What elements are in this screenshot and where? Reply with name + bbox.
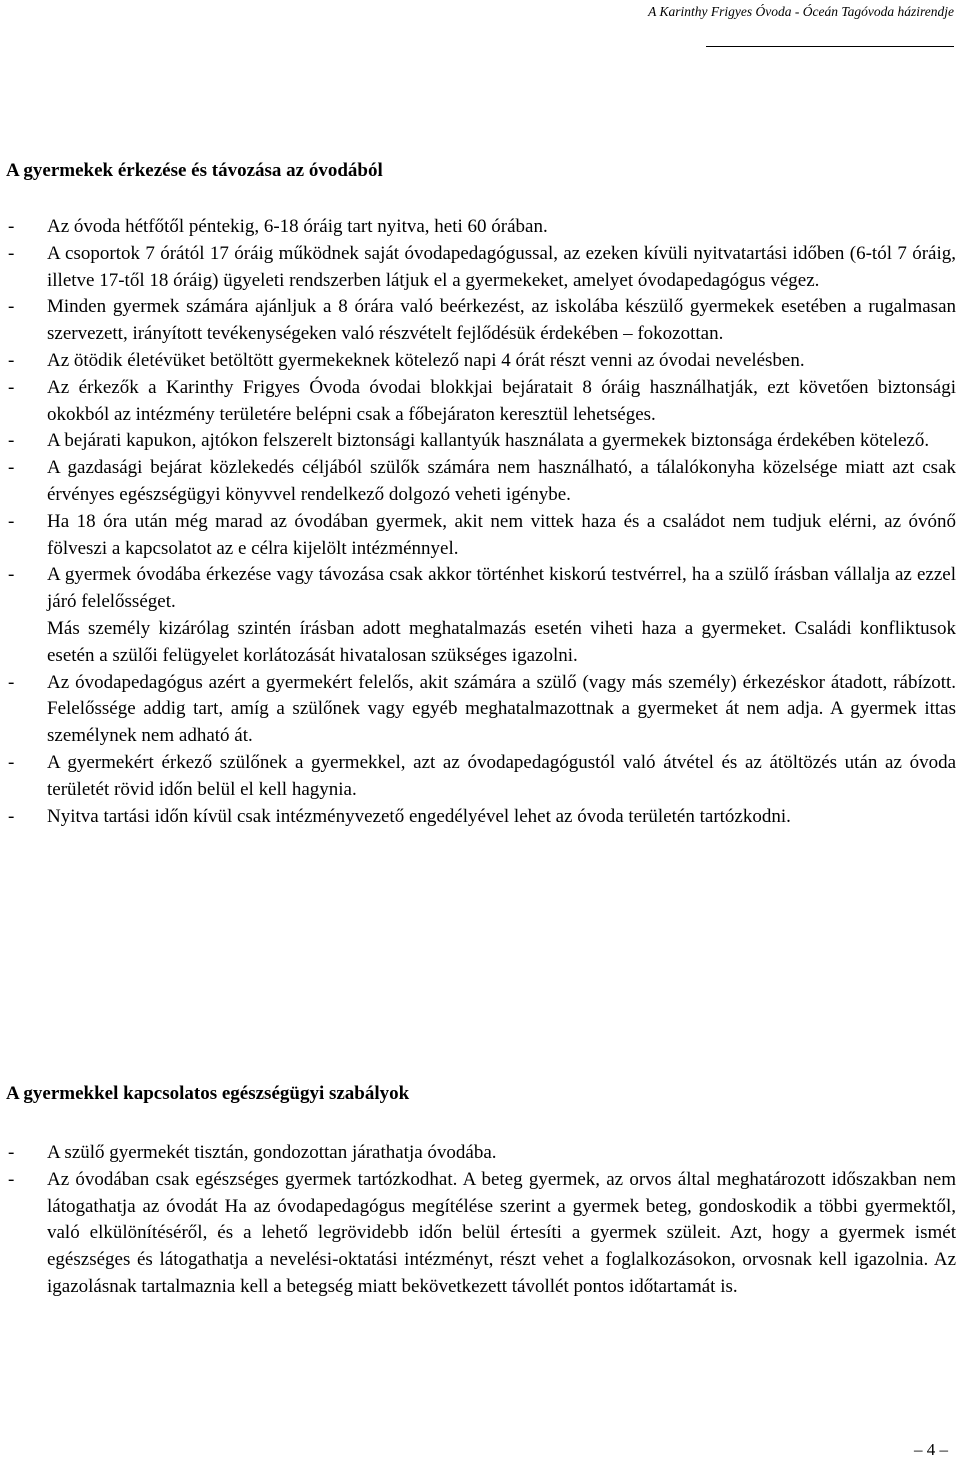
list-item	[6, 294, 956, 348]
list-dash: -	[8, 430, 15, 452]
header-rule	[706, 46, 954, 47]
list-item	[6, 214, 956, 241]
list-item	[6, 455, 956, 509]
list-item-text: Az óvodában csak egészséges gyermek tartózkodhat. A beteg gyermek, az orvos által meghatározott időszakban nem látogathatja az óvodát Ha az óvodapedagógus megítélése szerint a gyermek beteg, gondoskodik a többi gyermektől, való elkülönítéséről, és a lehető legrövidebb időn belül értesíti a gyermek szüleit. Azt, hogy a gyermek ismét egészséges és látogathatja a nevelési-oktatási intézményt, részt vehet a foglalkozásokon, orvosnak kell igazolnia. Az igazolásnak tartalmaznia kell a betegség miatt bekövetkezett távollét pontos időtartamát is.	[47, 1168, 956, 1297]
list-dash: -	[8, 1142, 15, 1163]
list-item-text: A bejárati kapukon, ajtókon felszerelt biztonsági kallantyúk használata a gyermekek biztonsága érdekében kötelező.	[47, 430, 930, 452]
arrival-rules-list	[6, 214, 956, 830]
list-dash: -	[8, 805, 15, 827]
list-dash: -	[8, 216, 15, 237]
list-item-text: Az óvodapedagógus azért a gyermekért felelős, akit számára a szülő (vagy más személy) érkezéskor átadott, rábízott. Felelőssége addig tart, amíg a szülőnek vagy egyéb meghatalmazottnak a gyermeket át nem adja. A gyermek ittas személynek nem adható át.	[47, 671, 956, 747]
list-item	[6, 509, 956, 563]
list-dash: -	[8, 349, 15, 371]
list-item	[6, 1167, 956, 1301]
list-item	[6, 1140, 956, 1167]
list-item-text: A szülő gyermekét tisztán, gondozottan járathatja óvodába.	[47, 1142, 497, 1163]
section-heading-health: A gyermekkel kapcsolatos egészségügyi szabályok	[6, 1083, 410, 1104]
health-rules-list	[6, 1140, 956, 1301]
list-item-text: Az érkezők a Karinthy Frigyes Óvoda óvodai blokkjai bejáratait 8 óráig használhatják, ezt követően biztonsági okokból az intézmény területére belépni csak a főbejáraton keresztül lehetséges.	[47, 376, 956, 425]
list-item	[6, 428, 956, 455]
list-item	[6, 750, 956, 804]
page-number: – 4 –	[914, 1440, 948, 1459]
list-item-continuation	[6, 616, 956, 670]
list-item	[6, 670, 956, 750]
list-dash: -	[8, 671, 15, 693]
list-item	[6, 375, 956, 429]
running-header: A Karinthy Frigyes Óvoda - Óceán Tagóvoda házirendje	[648, 4, 954, 19]
list-item	[6, 804, 956, 831]
list-item-text: Az óvoda hétfőtől péntekig, 6-18 óráig tart nyitva, heti 60 órában.	[47, 216, 548, 237]
section-heading-arrival: A gyermekek érkezése és távozása az óvodából	[6, 160, 383, 181]
list-item-text: Más személy kizárólag szintén írásban adott meghatalmazás esetén viheti haza a gyermeket. Családi konfliktusok esetén a szülői felügyelet korlátozását hivatalosan szükséges igazolni.	[47, 617, 956, 666]
list-dash: -	[8, 242, 15, 264]
list-dash: -	[8, 1168, 15, 1190]
list-item	[6, 348, 956, 375]
list-dash: -	[8, 376, 15, 398]
list-item-text: A gyermek óvodába érkezése vagy távozása csak akkor történhet kiskorú testvérrel, ha a szülő írásban vállalja az ezzel járó felelősséget.	[47, 564, 956, 613]
list-item-text: Minden gyermek számára ajánljuk a 8 órára való beérkezést, az iskolába készülő gyermekek esetében a rugalmasan szervezett, irányított tevékenységeken való részvételt fejlődésük érdekében – fokozottan.	[47, 296, 956, 345]
list-item-text: Ha 18 óra után még marad az óvodában gyermek, akit nem vittek haza és a családot nem tudjuk elérni, az óvónő fölveszi a kapcsolatot az e célra kijelölt intézménnyel.	[47, 510, 956, 559]
list-item	[6, 241, 956, 295]
list-dash: -	[8, 751, 15, 773]
list-item	[6, 562, 956, 616]
list-item-text: Nyitva tartási időn kívül csak intézményvezető engedélyével lehet az óvoda területén tartózkodni.	[47, 805, 791, 827]
list-dash: -	[8, 457, 15, 479]
list-item-text: A csoportok 7 órától 17 óráig működnek saját óvodapedagógussal, az ezeken kívüli nyitvatartási időben (6-tól 7 óráig, illetve 17-től 18 óráig) ügyeleti rendszerben látjuk el a gyermekeket, amelyet óvodapedagógus végez.	[47, 242, 956, 291]
list-item-text: A gyermekért érkező szülőnek a gyermekkel, azt az óvodapedagógustól való átvétel és az átöltözés után az óvoda területét rövid időn belül el kell hagynia.	[47, 751, 956, 800]
list-dash: -	[8, 510, 15, 532]
list-item-text: Az ötödik életévüket betöltött gyermekeknek kötelező napi 4 órát részt venni az óvodai nevelésben.	[47, 349, 805, 371]
list-dash: -	[8, 296, 15, 318]
list-dash: -	[8, 564, 15, 586]
list-item-text: A gazdasági bejárat közlekedés céljából szülők számára nem használható, a tálalókonyha közelsége miatt azt csak érvényes egészségügyi könyvvel rendelkező dolgozó veheti igénybe.	[47, 457, 956, 505]
